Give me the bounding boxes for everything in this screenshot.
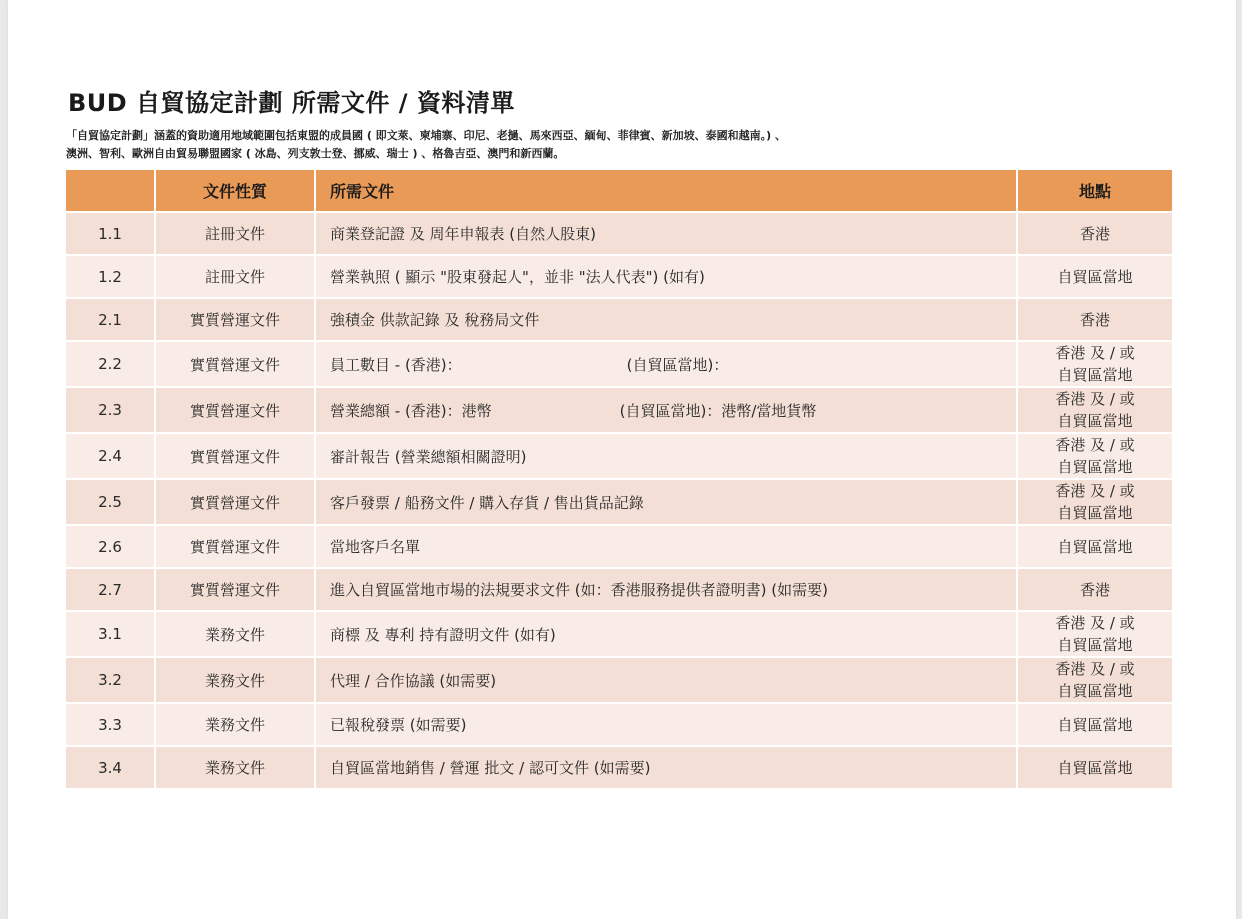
table-row bbox=[65, 433, 1173, 479]
location-text-second-line: 自貿區當地 bbox=[1057, 636, 1133, 654]
row-number: 2.3 bbox=[65, 387, 155, 433]
row-location bbox=[1017, 298, 1173, 341]
row-location bbox=[1017, 479, 1173, 525]
row-number: 3.2 bbox=[65, 657, 155, 703]
row-number: 2.5 bbox=[65, 479, 155, 525]
header-number bbox=[65, 169, 155, 212]
row-number: 2.7 bbox=[65, 568, 155, 611]
table-row bbox=[65, 387, 1173, 433]
row-location bbox=[1017, 212, 1173, 255]
row-document-type: 實質營運文件 bbox=[155, 298, 315, 341]
document-table bbox=[64, 168, 1174, 790]
document-text: 員工數目 - (香港)： bbox=[330, 355, 462, 374]
table-row bbox=[65, 479, 1173, 525]
header-required-documents: 所需文件 bbox=[315, 169, 1017, 212]
location-text: 香港 及 / 或 bbox=[1055, 390, 1135, 408]
location-text-second-line: 自貿區當地 bbox=[1057, 366, 1133, 384]
row-location bbox=[1017, 341, 1173, 387]
location-text: 香港 及 / 或 bbox=[1055, 614, 1135, 632]
row-required-document bbox=[315, 525, 1017, 568]
location-text: 香港 bbox=[1079, 224, 1110, 243]
row-required-document bbox=[315, 212, 1017, 255]
table-row bbox=[65, 657, 1173, 703]
document-text: 代理 / 合作協議 (如需要) bbox=[330, 671, 497, 690]
document-text: 自貿區當地銷售 / 營運 批文 / 認可文件 (如需要) bbox=[330, 759, 651, 777]
row-document-type: 實質營運文件 bbox=[155, 341, 315, 387]
row-required-document bbox=[315, 255, 1017, 298]
row-required-document bbox=[315, 611, 1017, 657]
table-row bbox=[65, 298, 1173, 341]
row-document-type: 實質營運文件 bbox=[155, 525, 315, 568]
row-required-document bbox=[315, 341, 1017, 387]
row-number: 3.3 bbox=[65, 703, 155, 746]
row-location bbox=[1017, 746, 1173, 789]
document-text: 已報稅發票 (如需要) bbox=[330, 716, 467, 734]
row-document-type: 實質營運文件 bbox=[155, 387, 315, 433]
row-location bbox=[1017, 568, 1173, 611]
document-text-local: (自貿區當地)：港幣/當地貨幣 bbox=[619, 401, 817, 420]
row-required-document bbox=[315, 479, 1017, 525]
table-row bbox=[65, 568, 1173, 611]
table-row bbox=[65, 703, 1173, 746]
location-text: 香港 及 / 或 bbox=[1055, 660, 1135, 678]
location-text: 自貿區當地 bbox=[1057, 715, 1133, 734]
document-text: 客戶發票 / 船務文件 / 購入存貨 / 售出貨品記錄 bbox=[330, 493, 644, 512]
row-document-type: 註冊文件 bbox=[155, 212, 315, 255]
document-text: 強積金 供款記錄 及 稅務局文件 bbox=[330, 311, 540, 329]
row-document-type: 業務文件 bbox=[155, 746, 315, 789]
document-text: 營業總額 - (香港)：港幣 bbox=[330, 401, 492, 420]
row-required-document bbox=[315, 298, 1017, 341]
row-required-document bbox=[315, 746, 1017, 789]
location-text: 香港 及 / 或 bbox=[1055, 482, 1135, 500]
row-location bbox=[1017, 703, 1173, 746]
location-text: 自貿區當地 bbox=[1057, 537, 1133, 556]
row-required-document bbox=[315, 433, 1017, 479]
location-text: 香港 bbox=[1079, 580, 1110, 599]
row-number: 2.1 bbox=[65, 298, 155, 341]
document-text: 營業執照 ( 顯示 "股東發起人"，並非 "法人代表") (如有) bbox=[330, 268, 705, 286]
location-text-second-line: 自貿區當地 bbox=[1057, 458, 1133, 476]
document-text: 商業登記證 及 周年申報表 (自然人股東) bbox=[330, 225, 597, 243]
row-required-document bbox=[315, 657, 1017, 703]
row-location bbox=[1017, 525, 1173, 568]
row-number: 2.4 bbox=[65, 433, 155, 479]
header-document-type: 文件性質 bbox=[155, 169, 315, 212]
page-title: BUD 自貿協定計劃 所需文件 / 資料清單 bbox=[68, 89, 515, 117]
row-location bbox=[1017, 387, 1173, 433]
row-document-type: 實質營運文件 bbox=[155, 479, 315, 525]
document-page bbox=[8, 0, 1236, 919]
table-row bbox=[65, 341, 1173, 387]
row-number: 1.1 bbox=[65, 212, 155, 255]
row-required-document bbox=[315, 387, 1017, 433]
table-row bbox=[65, 525, 1173, 568]
table-body bbox=[65, 212, 1173, 789]
table-row bbox=[65, 212, 1173, 255]
document-text: 商標 及 專利 持有證明文件 (如有) bbox=[330, 625, 556, 644]
table-header-row bbox=[65, 169, 1173, 212]
location-text: 香港 及 / 或 bbox=[1055, 436, 1135, 454]
location-text: 香港 bbox=[1079, 310, 1110, 329]
table-row bbox=[65, 255, 1173, 298]
row-number: 3.1 bbox=[65, 611, 155, 657]
intro-line-2: 澳洲、智利、歐洲自由貿易聯盟國家 ( 冰島、列支敦士登、挪威、瑞士 ) 、格魯吉亞、澳門和新西蘭。 bbox=[66, 147, 565, 160]
header-location: 地點 bbox=[1017, 169, 1173, 212]
row-required-document bbox=[315, 703, 1017, 746]
document-text-local: (自貿區當地)： bbox=[626, 355, 729, 374]
row-required-document bbox=[315, 568, 1017, 611]
row-document-type: 業務文件 bbox=[155, 657, 315, 703]
table-row bbox=[65, 746, 1173, 789]
location-text-second-line: 自貿區當地 bbox=[1057, 504, 1133, 522]
document-text: 進入自貿區當地市場的法規要求文件 (如：香港服務提供者證明書) (如需要) bbox=[330, 581, 828, 599]
document-text: 審計報告 (營業總額相關證明) bbox=[330, 447, 527, 466]
row-number: 1.2 bbox=[65, 255, 155, 298]
row-number: 3.4 bbox=[65, 746, 155, 789]
row-location bbox=[1017, 611, 1173, 657]
row-number: 2.2 bbox=[65, 341, 155, 387]
location-text-second-line: 自貿區當地 bbox=[1057, 412, 1133, 430]
location-text: 香港 及 / 或 bbox=[1055, 344, 1135, 362]
row-location bbox=[1017, 433, 1173, 479]
location-text: 自貿區當地 bbox=[1057, 267, 1133, 286]
intro-text bbox=[66, 127, 1186, 163]
location-text-second-line: 自貿區當地 bbox=[1057, 682, 1133, 700]
row-number: 2.6 bbox=[65, 525, 155, 568]
location-text: 自貿區當地 bbox=[1057, 758, 1133, 777]
row-document-type: 註冊文件 bbox=[155, 255, 315, 298]
row-location bbox=[1017, 657, 1173, 703]
table-row bbox=[65, 611, 1173, 657]
document-text: 當地客戶名單 bbox=[330, 538, 421, 556]
row-document-type: 實質營運文件 bbox=[155, 568, 315, 611]
row-location bbox=[1017, 255, 1173, 298]
row-document-type: 實質營運文件 bbox=[155, 433, 315, 479]
row-document-type: 業務文件 bbox=[155, 703, 315, 746]
row-document-type: 業務文件 bbox=[155, 611, 315, 657]
intro-line-1: 「自貿協定計劃」涵蓋的資助適用地域範圍包括東盟的成員國 ( 即文萊、柬埔寨、印尼、老撾、馬來西亞、緬甸、菲律賓、新加坡、泰國和越南。) 、 bbox=[66, 129, 787, 142]
